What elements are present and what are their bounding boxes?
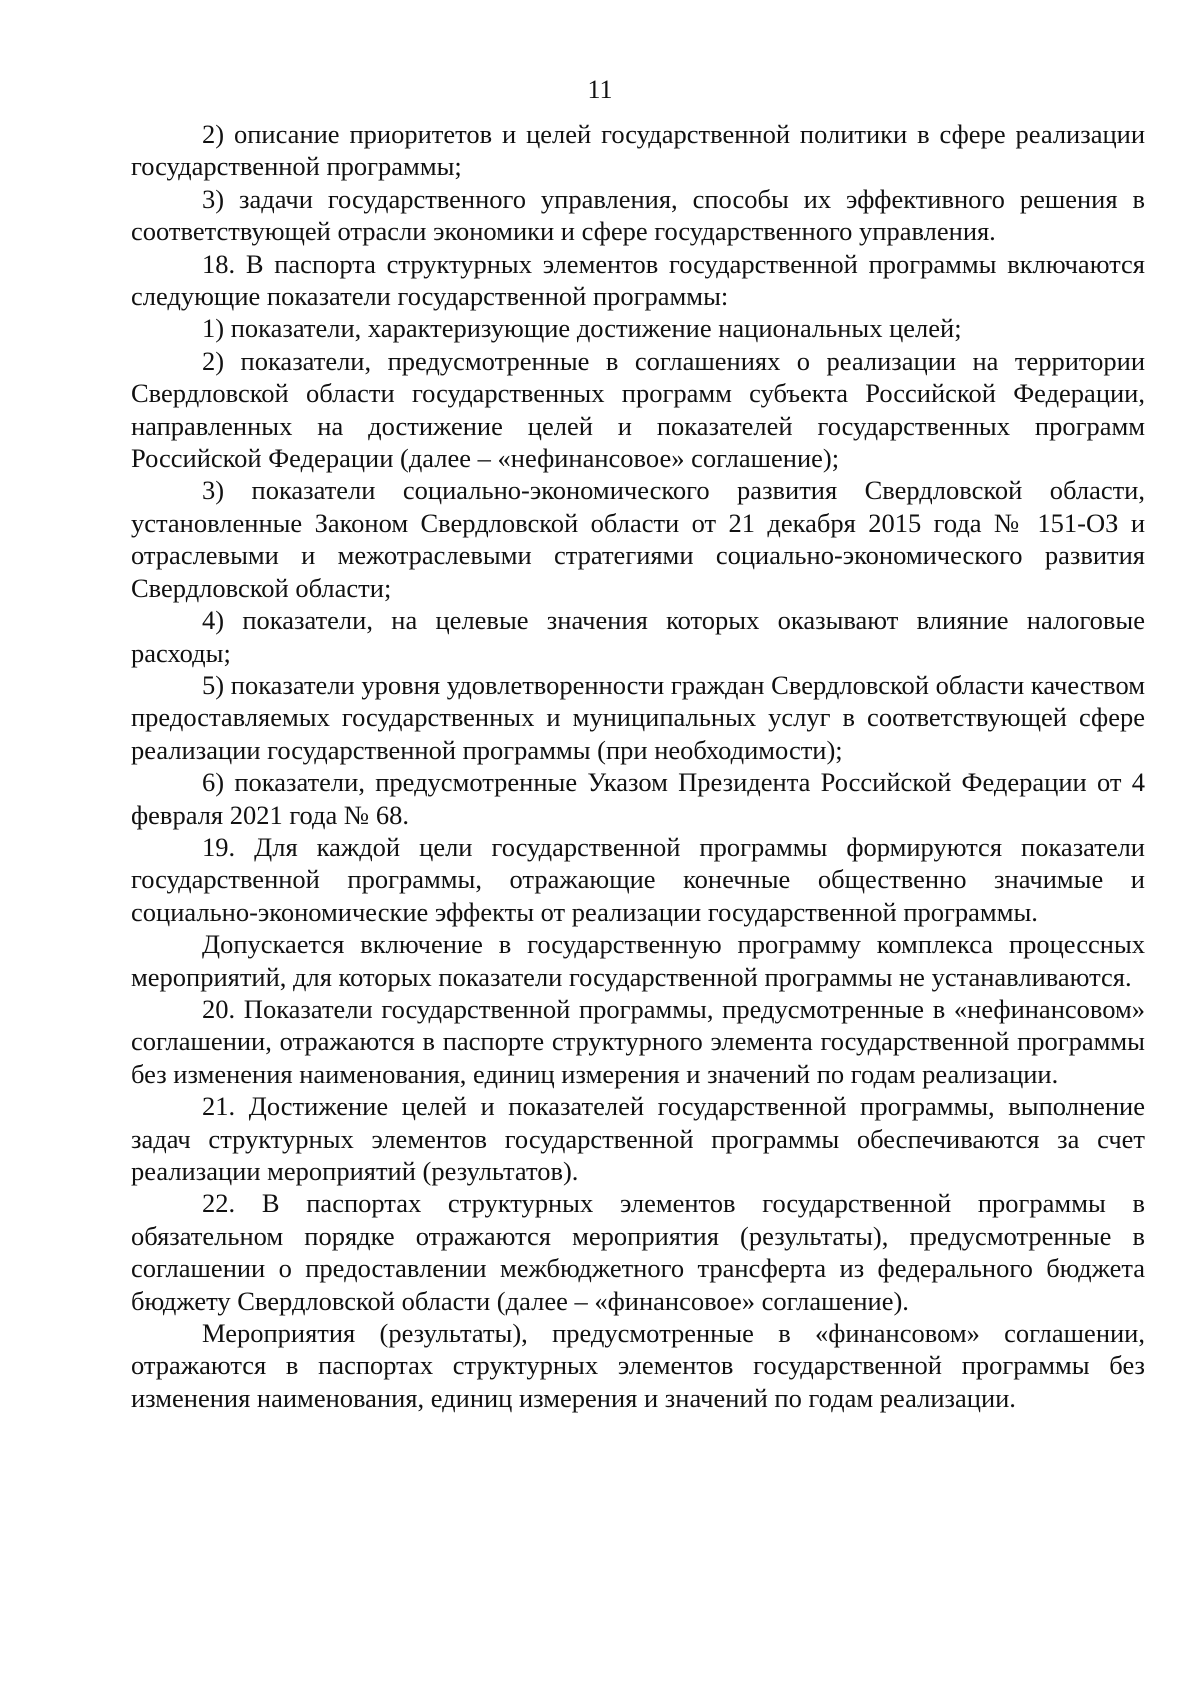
- paragraph-clause-19: 19. Для каждой цели государственной программы формируются показатели государственной программы, отражающие конечные общественно значимые и социально-экономические эффекты от реализации государственной программы.: [131, 831, 1145, 927]
- document-body: [131, 118, 1145, 1414]
- paragraph-indicator-4: 4) показатели, на целевые значения которых оказывают влияние налоговые расходы;: [131, 605, 1145, 668]
- paragraph-item-3-tasks: 3) задачи государственного управления, способы их эффективного решения в соответствующей отрасли экономики и сфере государственного управления.: [131, 183, 1145, 247]
- paragraph-indicator-5: 5) показатели уровня удовлетворенности граждан Свердловской области качеством предоставляемых государственных и муниципальных услуг в соответствующей сфере реализации государственной программы (при необходимости);: [131, 669, 1145, 765]
- paragraph-clause-19-addendum: Допускается включение в государственную программу комплекса процессных мероприятий, для которых показатели государственной программы не устанавливаются.: [131, 929, 1145, 992]
- paragraph-clause-18: 18. В паспорта структурных элементов государственной программы включаются следующие показатели государственной программы:: [131, 248, 1145, 312]
- paragraph-clause-21: 21. Достижение целей и показателей государственной программы, выполнение задач структурных элементов государственной программы обеспечиваются за счет реализации мероприятий (результатов).: [131, 1091, 1145, 1186]
- page-number: 11: [587, 75, 613, 104]
- paragraph-indicator-3: 3) показатели социально-экономического развития Свердловской области, установленные Законом Свердловской области от 21 декабря 2015 года № 151-ОЗ и отраслевыми и межотраслевыми стратегиями социально-экономического развития Свердловской области;: [131, 475, 1145, 603]
- paragraph-clause-22: 22. В паспортах структурных элементов государственной программы в обязательном порядке отражаются мероприятия (результаты), предусмотренные в соглашении о предоставлении межбюджетного трансферта из федерального бюджета бюджету Свердловской области (далее – «финансовое» соглашение).: [131, 1188, 1145, 1316]
- paragraph-item-2-priorities: 2) описание приоритетов и целей государственной политики в сфере реализации государственной программы;: [131, 119, 1145, 182]
- paragraph-clause-20: 20. Показатели государственной программы, предусмотренные в «нефинансовом» соглашении, отражаются в паспорте структурного элемента государственной программы без изменения наименования, единиц измерения и значений по годам реализации.: [131, 993, 1145, 1089]
- paragraph-indicator-1: 1) показатели, характеризующие достижение национальных целей;: [202, 313, 962, 344]
- paragraph-indicator-2: 2) показатели, предусмотренные в соглашениях о реализации на территории Свердловской области государственных программ субъекта Российской Федерации, направленных на достижение целей и показателей государственных программ Российской Федерации (далее – «нефинансовое» соглашение);: [131, 345, 1145, 474]
- paragraph-indicator-6: 6) показатели, предусмотренные Указом Президента Российской Федерации от 4 февраля 2021 года № 68.: [131, 767, 1145, 830]
- paragraph-clause-22-addendum: Мероприятия (результаты), предусмотренные в «финансовом» соглашении, отражаются в паспортах структурных элементов государственной программы без изменения наименования, единиц измерения и значений по годам реализации.: [131, 1318, 1145, 1413]
